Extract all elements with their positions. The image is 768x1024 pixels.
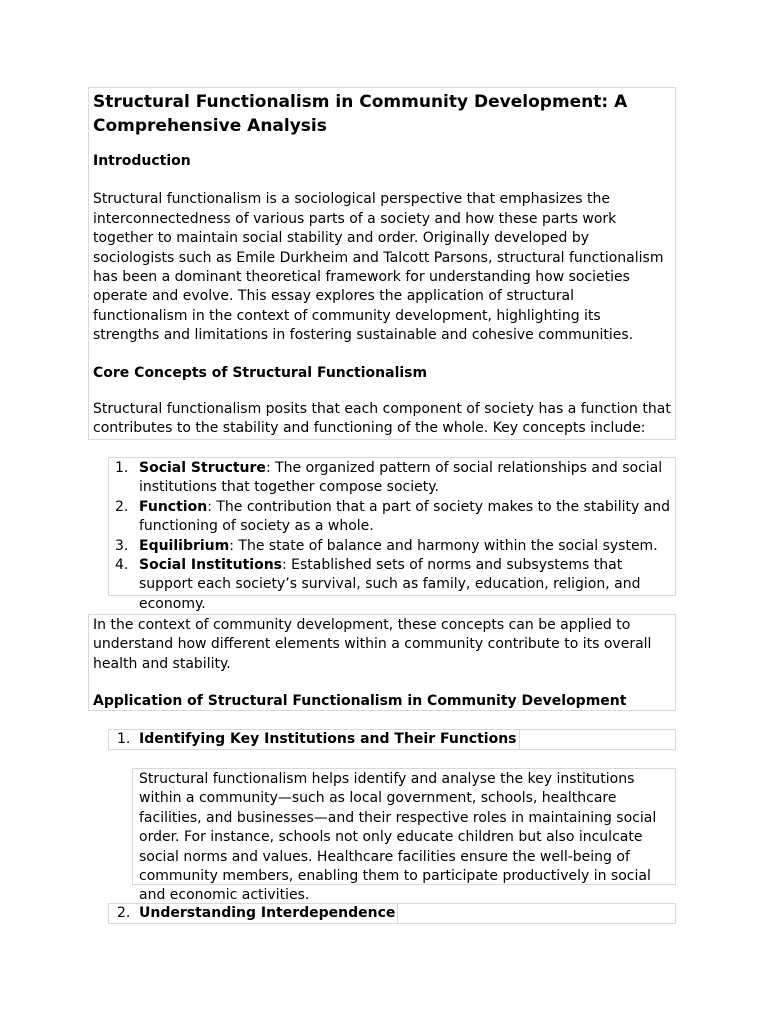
concept-term: Social Structure xyxy=(139,460,266,476)
list-number: 1. xyxy=(115,460,129,476)
application-item-title: Identifying Key Institutions and Their Functions xyxy=(139,730,520,749)
list-number: 2. xyxy=(117,905,131,921)
key-concepts-list xyxy=(108,457,676,612)
concept-description: : The state of balance and harmony within the social system. xyxy=(229,537,658,554)
application-item-1 xyxy=(108,729,676,750)
list-item xyxy=(109,537,675,556)
list-item xyxy=(109,498,675,537)
context-paragraph: In the context of community development, these concepts can be applied to understand how different elements within a community contribute to its overall health and stability. xyxy=(93,617,652,672)
application-item-2 xyxy=(108,903,676,924)
list-number: 1. xyxy=(117,731,131,747)
list-number: 2. xyxy=(115,498,129,515)
intro-section xyxy=(88,87,676,440)
core-concepts-paragraph: Structural functionalism posits that each component of society has a function that contributes to the stability and functioning of the whole. Key concepts include: xyxy=(93,401,671,437)
concept-term: Social Institutions xyxy=(139,557,282,574)
application-heading: Application of Structural Functionalism in Community Development xyxy=(93,693,627,710)
document-title: Structural Functionalism in Community Development: A Comprehensive Analysis xyxy=(93,92,628,136)
application-paragraph: Structural functionalism helps identify and analyse the key institutions within a community—such as local government, schools, healthcare facilities, and businesses—and their respective roles in maintaining social order. For instance, schools not only educate children but also inculcate social norms and values. Healthcare facilities ensure the well-being of community members, enabling them to participate productively in social and economic activities. xyxy=(139,771,657,904)
list-number: 3. xyxy=(115,537,129,554)
application-item-1-body xyxy=(132,768,676,904)
concept-description: : The organized pattern of social relationships and social institutions that together compose society. xyxy=(139,460,663,496)
concept-description: : Established sets of norms and subsystems that support each society’s survival, such as family, education, religion, and economy. xyxy=(139,557,641,612)
concept-term: Function xyxy=(139,498,208,515)
introduction-paragraph: Structural functionalism is a sociological perspective that emphasizes the interconnectedness of various parts of a society and how these parts work together to maintain social stability and order. Originally developed by sociologists such as Emile Durkheim and Talcott Parsons, structural functionalism has been a dominant theoretical framework for understanding how societies operate and evolve. This essay explores the application of structural functionalism in the context of community development, highlighting its strengths and limitations in fostering sustainable and cohesive communities. xyxy=(93,191,664,344)
core-concepts-heading: Core Concepts of Structural Functionalism xyxy=(93,364,428,381)
list-item xyxy=(109,556,675,614)
application-item-title: Understanding Interdependence xyxy=(139,904,398,923)
concept-term: Equilibrium xyxy=(139,537,230,554)
list-number: 4. xyxy=(115,557,129,574)
list-item xyxy=(109,459,675,498)
introduction-heading: Introduction xyxy=(93,153,191,169)
context-section xyxy=(88,614,676,711)
concept-description: : The contribution that a part of society makes to the stability and functioning of society as a whole. xyxy=(139,498,671,535)
